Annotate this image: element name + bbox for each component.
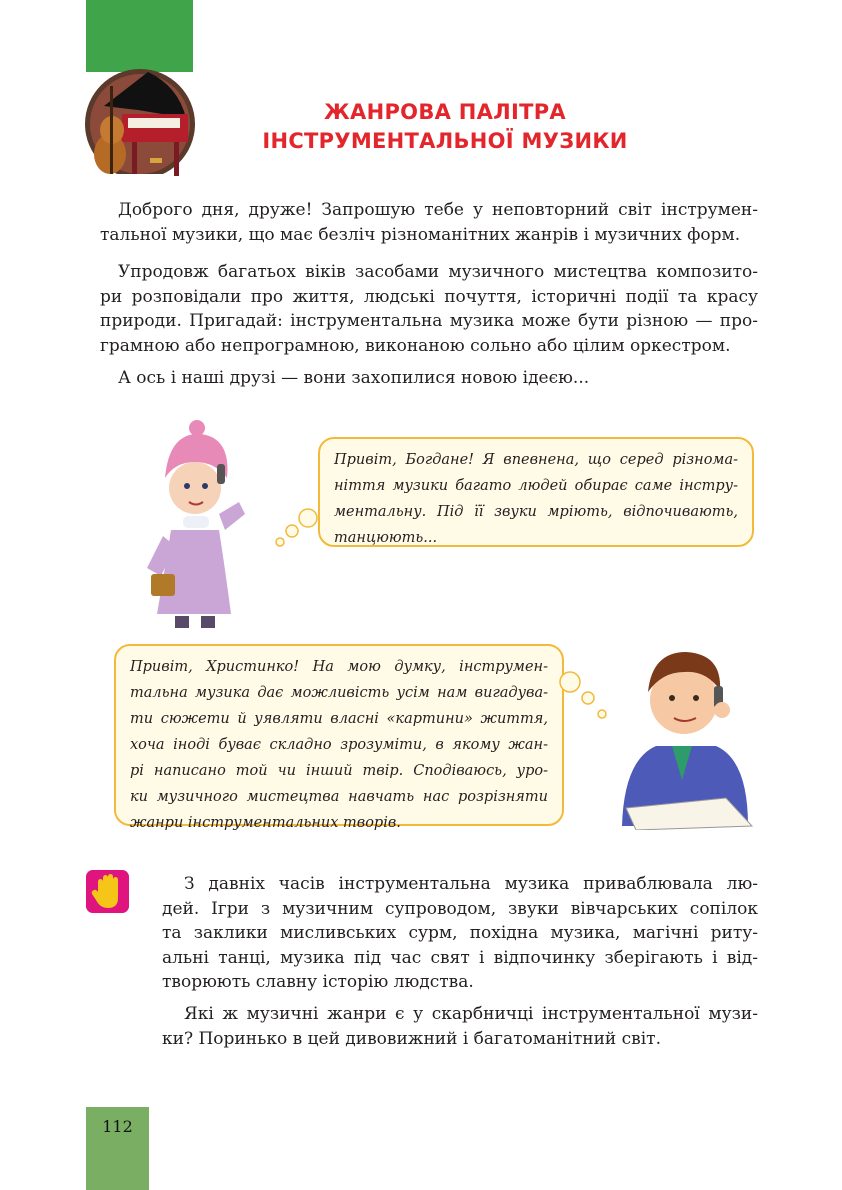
speech-line: тальна музика дає можливість усім нам вигадува- (130, 685, 548, 701)
speech-line: Привіт, Богдане! Я впевнена, що серед різнома- (334, 452, 738, 468)
speech-line: танцюють... (334, 530, 438, 546)
girl-illustration (135, 418, 255, 628)
text-line: грамною або непрограмною, виконаною сольно або цілим оркестром. (100, 335, 731, 356)
page-title (230, 98, 660, 156)
boy-illustration (606, 630, 756, 830)
speech-line: ки музичного мистецтва навчать нас розрізняти (130, 789, 548, 805)
speech-line: рі написано той чи інший твір. Сподіваюсь, уро- (130, 763, 548, 779)
piano-cello-logo (82, 66, 196, 190)
intro-paragraph-3 (100, 366, 758, 391)
text-line: дей. Ігри з музичним супроводом, звуки вівчарських сопілок (162, 898, 758, 919)
text-line: та заклики мисливських сурм, похідна музика, магічні риту- (162, 923, 758, 943)
speech-line: Привіт, Христинко! На мою думку, інструмен- (130, 659, 548, 675)
text-line: природи. Пригадай: інструментальна музика може бути різною — про- (100, 311, 758, 331)
text-line: Які ж музичні жанри є у скарбничці інструментальної музи- (184, 1004, 758, 1024)
text-line: тальної музики, що має безліч різноманітних жанрів і музичних форм. (100, 224, 741, 245)
text-line: альні танці, музика під час свят і відпочинку зберігають і від- (162, 947, 758, 968)
text-line: Упродовж багатьох віків засобами музичного мистецтва композито- (118, 262, 758, 282)
title-line-1: ЖАНРОВА ПАЛІТРА (324, 100, 566, 124)
girl-speech-bubble (318, 437, 754, 547)
text-line: творюють славну історію людства. (162, 972, 474, 992)
text-line: Доброго дня, друже! Запрошую тебе у неповторний світ інструмен- (118, 200, 758, 220)
speech-line: ти сюжети й уявляти власні «картини» життя, (130, 711, 548, 727)
title-line-2: ІНСТРУМЕНТАЛЬНОЇ МУЗИКИ (262, 129, 628, 153)
speech-line: хоча іноді буває складно зрозуміти, в якому жан- (130, 737, 548, 753)
text-line: А ось і наші друзі — вони захопилися новою ідеєю... (118, 368, 590, 388)
text-line: З давніх часів інструментальна музика приваблювала лю- (184, 874, 758, 894)
closing-paragraph-2 (162, 1002, 758, 1051)
raised-hand-icon (86, 870, 129, 913)
speech-line: ментальну. Під її звуки мріють, відпочивають, (334, 504, 738, 520)
closing-paragraph-1 (162, 872, 758, 995)
page-number-box (86, 1107, 149, 1190)
boy-speech-bubble (114, 644, 564, 831)
speech-line: ніття музики багато людей обирає саме інстру- (334, 478, 738, 494)
page-number: 112 (102, 1117, 133, 1136)
text-line: ри розповідали про життя, людські почуття, історичні події та красу (100, 286, 758, 307)
speech-line: жанри інструментальних творів. (130, 815, 401, 831)
green-header-tab (86, 0, 193, 72)
intro-paragraph-2 (100, 260, 758, 358)
text-line: ки? Поринько в цей дивовижний і багатоманітний світ. (162, 1028, 661, 1049)
intro-paragraph-1 (100, 198, 758, 247)
